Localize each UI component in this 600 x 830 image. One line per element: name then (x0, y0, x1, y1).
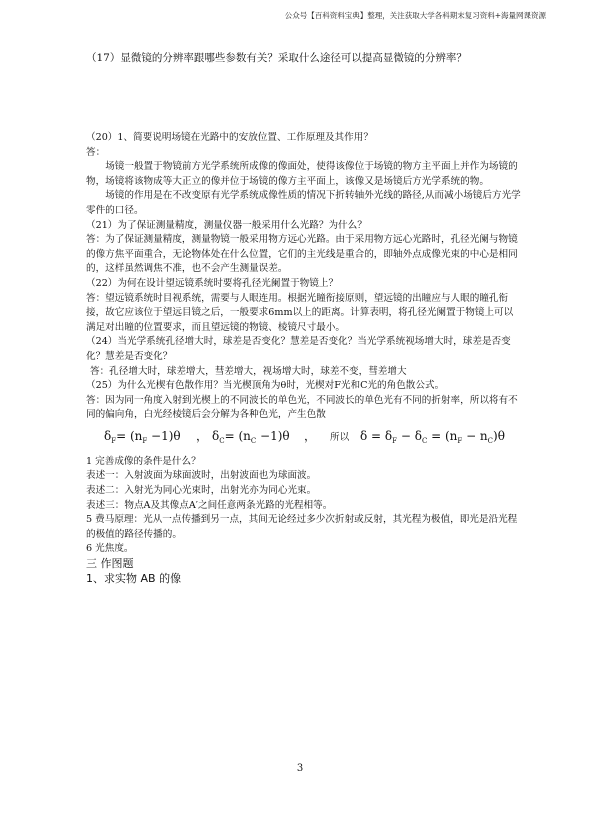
page-number: 3 (296, 763, 304, 774)
answer-25: 答：因为同一角度入射到光楔上的不同波长的单色光，不同波长的单色光有不同的折射率，所以将有不同的偏向角，白光经棱镜后会分解为各种色光，产生色散 (86, 394, 518, 421)
formula-delta-f: $\delta_F= (n_F -1)\theta$ (104, 428, 181, 445)
question-24: （24）当光学系统孔径增大时，球差是否变化？慧差是否变化？当光学系统视场增大时，球差是否变化？慧差是否变化？ (86, 336, 511, 362)
perfect-imaging-question: 1 完善成像的条件是什么？ (86, 455, 201, 467)
answer-21: 答：为了保证测量精度，测量物镜一般采用物方远心光路。由于采用物方远心光路时，孔径光阑与物镜的像方焦平面重合，无论物体处在什么位置，它们的主光线是重合的，即轴外点成像光束的中心是相同的，这样虽然调焦不准，也不会产生测量误差。 (86, 234, 518, 275)
section-3-title: 三 作图题 (86, 557, 134, 571)
document-body (86, 131, 522, 586)
question-17: （17）显微镜的分辨率跟哪些参数有关？采取什么途径可以提高显微镜的分辨率？ (86, 52, 467, 64)
question-25: （25）为什么光楔有色散作用？当光楔顶角为θ时，光楔对F光和C光的角色散公式。 (86, 380, 445, 392)
formula-delta-c: $\delta_C= (n_C -1)\theta$ (212, 428, 290, 445)
dispersion-formula: $\delta_F= (n_F -1)\theta$ ， $\delta_C= (n_C -1)\theta$ ， 所以 $\delta = \delta_F - \delta_C = (n_F - n_C)\theta$ (104, 429, 522, 449)
question-21: （21）为了保证测量精度，测量仪器一般采用什么光路？为什么？ (86, 219, 367, 231)
statement-1: 表述一：入射波面为球面波时，出射波面也为球面波。 (86, 470, 317, 482)
page-header: 公众号【百科资料宝典】整理，关注获取大学各科期末复习资料+海量网课资源 (284, 11, 546, 20)
answer-24: 答：孔径增大时，球差增大，彗差增大，视场增大时，球差不变，彗差增大 (90, 365, 407, 377)
section-3-item-1: 1、求实物 AB 的像 (86, 571, 182, 585)
question-22: （22）为何在设计望远镜系统时要将孔径光阑置于物镜上？ (86, 277, 339, 289)
answer-20-para2: 场镜的作用是在不改变原有光学系统成像性质的情况下折转轴外光线的路径,从而减小场镜后方光学零件的口径。 (86, 190, 521, 216)
answer-20-para1: 场镜一般置于物镜前方光学系统所成像的像面处，使得该像位于场镜的物方主平面上并作为场镜的物，场镜将该物成等大正立的像并位于场镜的像方主平面上，该像又是场镜后方光学系统的物。 (86, 161, 518, 187)
answer-22: 答：望远镜系统时目视系统，需要与人眼连用。根据光瞳衔接原则，望远镜的出瞳应与人眼的瞳孔衔接，故它应该位于望远目镜之后，一般要求6mm以上的距离。计算表明，将孔径光阑置于物镜上可以满足对出瞳的位置要求，而且望远镜的物镜、棱镜尺寸最小。 (86, 292, 514, 333)
statement-3: 表述三：物点A及其像点A′之间任意两条光路的光程相等。 (86, 499, 333, 511)
fermat-principle: 5 费马原理：光从一点传播到另一点，其间无论经过多少次折射或反射，其光程为极值，即光是沿光程的极值的路径传播的。 (86, 514, 518, 540)
optical-power: 6 光焦度。 (86, 543, 134, 555)
answer-label: 答： (86, 146, 106, 158)
formula-angular-dispersion: $\delta = \delta_F - \delta_C = (n_F - n_C)\theta$ (360, 428, 505, 445)
question-20: （20）1、简要说明场镜在光路中的安放位置、工作原理及其作用？ (86, 132, 373, 143)
statement-2: 表述二：入射光为同心光束时，出射光亦为同心光束。 (86, 485, 317, 497)
